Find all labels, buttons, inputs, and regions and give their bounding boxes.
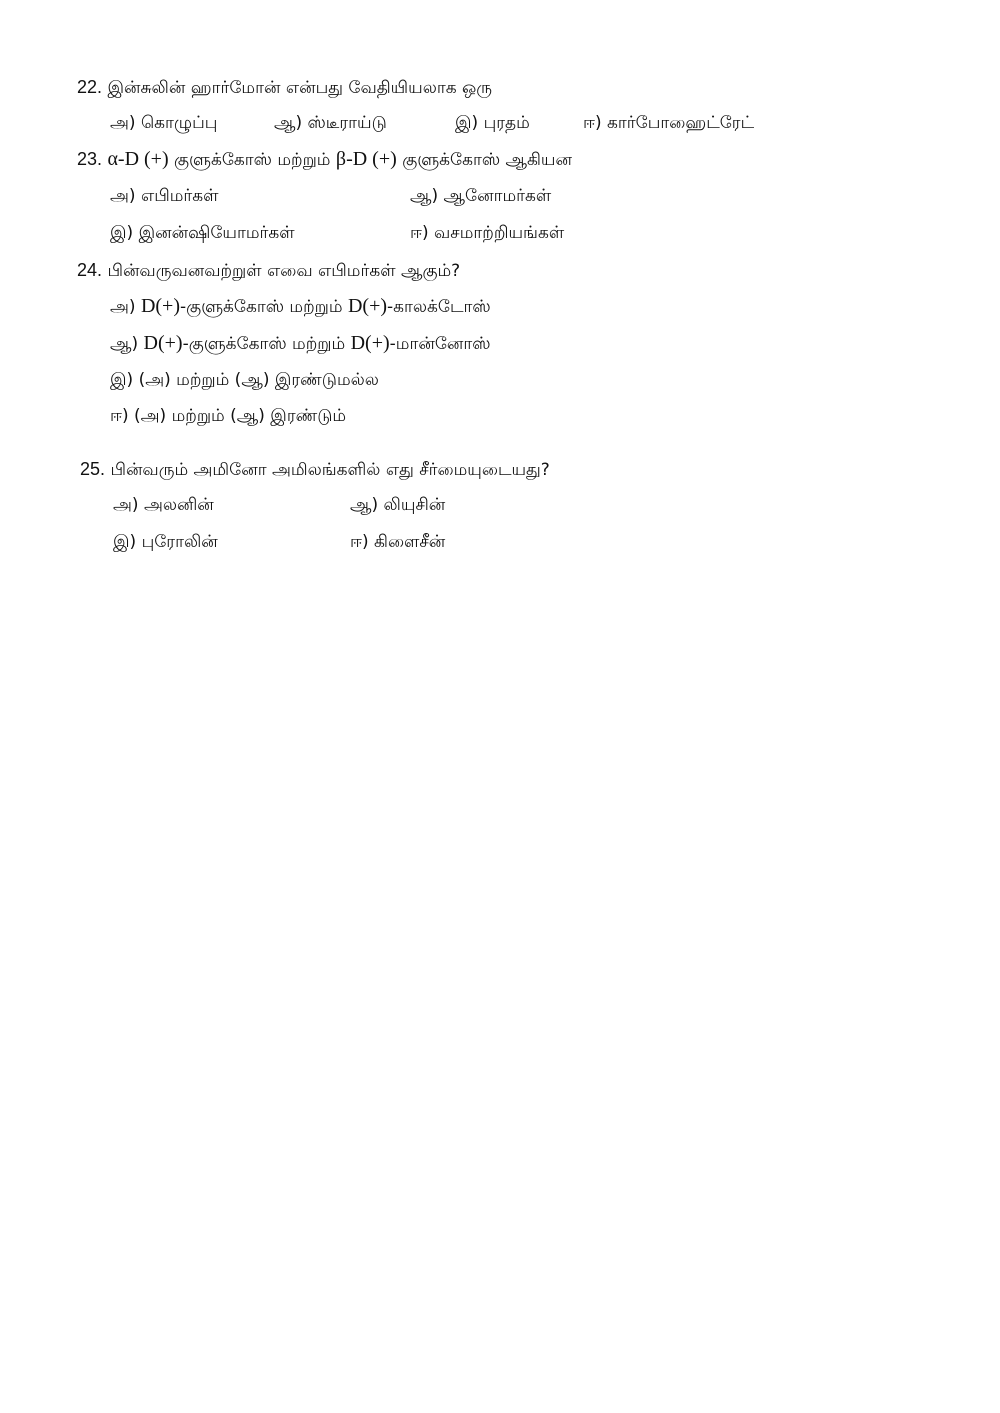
option-label: ஈ) (350, 532, 369, 552)
q24-option-c (110, 368, 379, 392)
q24-option-a (110, 294, 491, 319)
d-plus: D(+) (350, 332, 390, 354)
option-text: புரதம் (483, 113, 530, 133)
option-label: ஆ) (410, 186, 439, 206)
question-number: 25. (80, 459, 106, 479)
option-text: லியுசின் (383, 495, 446, 515)
option-label: ஈ) (583, 113, 602, 133)
q23-option-b (410, 184, 551, 208)
option-label: இ) (113, 532, 137, 552)
question-text: பின்வருவனவற்றுள் எவை எபிமர்கள் ஆகும்? (107, 261, 461, 281)
option-text: கொழுப்பு (140, 113, 218, 133)
option-text: ஆனோமர்கள் (443, 186, 552, 206)
question-text: பின்வரும் அமினோ அமிலங்களில் எது சீர்மையுடையது? (110, 460, 550, 480)
option-label: ஆ) (350, 495, 379, 515)
option-label: ஈ) (410, 223, 429, 243)
option-text: (அ) மற்றும் (ஆ) இரண்டும் (134, 406, 347, 426)
beta-d-plus: β-D (+) (335, 148, 397, 170)
option-text: ஸ்டீராய்டு (307, 113, 387, 133)
option-text: (அ) மற்றும் (ஆ) இரண்டுமல்ல (138, 370, 379, 390)
question-25 (80, 457, 550, 482)
d-plus: D(+) (347, 295, 388, 317)
option-text-part: -குளுக்கோஸ் மற்றும் (179, 297, 343, 317)
option-text: கிளைசீன் (374, 532, 446, 552)
option-text-part: -காலக்டோஸ் (387, 297, 491, 317)
q22-option-d (583, 111, 754, 135)
q22-option-b (274, 111, 387, 135)
d-plus: D(+) (143, 332, 183, 354)
question-24 (77, 258, 460, 283)
d-plus: D(+) (140, 295, 180, 317)
q25-option-b (350, 493, 445, 517)
q23-option-c (110, 221, 295, 245)
option-text: கார்போஹைட்ரேட் (607, 113, 755, 133)
question-number: 23. (77, 149, 103, 169)
option-text: அலனின் (143, 495, 214, 515)
option-label: ஈ) (110, 406, 129, 426)
q23-option-d (410, 221, 564, 245)
option-label: இ) (455, 113, 479, 133)
q25-option-a (113, 493, 214, 517)
question-number: 24. (77, 260, 103, 280)
option-text: எபிமர்கள் (140, 186, 219, 206)
option-label: ஆ) (274, 113, 303, 133)
alpha-d-plus: α-D (+) (107, 148, 169, 170)
q25-option-c (113, 530, 218, 554)
option-text-part: -மான்னோஸ் (389, 334, 491, 354)
question-text: இன்சுலின் ஹார்மோன் என்பது வேதியியலாக ஒரு (107, 78, 492, 98)
question-text-part: குளுக்கோஸ் மற்றும் (174, 150, 331, 170)
option-text: இனன்ஷியோமர்கள் (138, 223, 295, 243)
option-text: புரோலின் (141, 532, 218, 552)
q22-option-a (110, 111, 217, 135)
option-text: வசமாற்றியங்கள் (434, 223, 565, 243)
option-text-part: -குளுக்கோஸ் மற்றும் (182, 334, 346, 354)
question-23 (77, 147, 572, 172)
q22-option-c (455, 111, 530, 135)
option-label: ஆ) (110, 334, 139, 354)
question-text-part: குளுக்கோஸ் ஆகியன (402, 150, 572, 170)
option-label: இ) (110, 370, 134, 390)
option-label: இ) (110, 223, 134, 243)
q24-option-d (110, 404, 346, 428)
q24-option-b (110, 331, 491, 356)
q25-option-d (350, 530, 445, 554)
option-label: அ) (110, 113, 136, 133)
q23-option-a (110, 184, 218, 208)
option-label: அ) (110, 186, 136, 206)
option-label: அ) (110, 297, 136, 317)
option-label: அ) (113, 495, 139, 515)
question-22 (77, 75, 492, 100)
question-number: 22. (77, 77, 103, 97)
